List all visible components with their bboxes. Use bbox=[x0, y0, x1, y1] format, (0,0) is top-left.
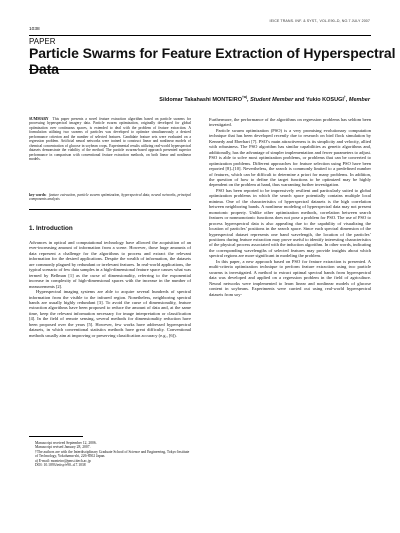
title-rule bbox=[29, 69, 371, 70]
keywords-text: feature extraction, particle swarm optimization, hyperspectral data, neural networks, principal components analysis bbox=[29, 193, 192, 202]
paper-label: PAPER bbox=[29, 35, 371, 46]
author-role-2: , Member bbox=[345, 96, 370, 103]
author-mark-1: †a) bbox=[242, 95, 248, 99]
footnote-affiliation: †The authors are with the Interdisciplinary Graduate School of Science and Engineering, Tokyo Institute of Technology, Yokohama-shi, 226-8502 Japan. bbox=[35, 449, 190, 459]
abstract-text: This paper presents a novel feature extraction algorithm based on particle swarms for processing hyperspectral imagery data. Particle swarm optimization, originally developed for global optimization over continuous spaces, is extended to deal with the problem of feature extraction. A formulation utilizing two swarms of particles was developed to optimize simultaneously a desired performance criterion and the number of selected features. Candidate feature sets were evaluated on a regression problem. Artificial neural networks were trained to construct linear and nonlinear models of chemical concentration of glucose in soybean crops. Experimental results utilizing real-world hyperspectral datasets demonstrate the viability of the method. The particle swarms-based approach presented superior performance in comparison with conventional feature extraction methods, on both linear and nonlinear models. bbox=[29, 117, 191, 162]
author-name-2: Yukio KOSUGI bbox=[305, 96, 344, 103]
paragraph: Particle swarm optimization (PSO) is a very promising evolutionary computation technique that has been developed recently due to research on bird flock simulation by Kennedy and Eberhart [7]. PSO’s main attractiveness is its simplicity and velocity, allied with robustness. The PSO algorithm has similar capabilities as genetic algorithms and, additionally, has the advantage of simpler implementation and fewer parameters to adjust. PSO is able to solve most optimization problems, or problems that can be converted to optimization problems. Different approaches for feature selection using PSO have been reported [8]–[10]. Nevertheless, the search is commonly limited to a predefined number of features, which can be difficult to determine a priori for many problems. In addition, the question of how to define the target functions to be optimized may be highly dependent on the problem at hand, thus warranting further investigation. bbox=[209, 127, 371, 188]
paragraph: Furthermore, the performance of the algorithms on regression problems has seldom been investigated. bbox=[209, 117, 371, 128]
footnote-email: a) E-mail: monteiro@pms.titech.ac.jp bbox=[35, 458, 91, 463]
footnote-revised: Manuscript revised January 28, 2007. bbox=[35, 445, 91, 450]
abstract-rule bbox=[29, 209, 191, 210]
section-heading-introduction: 1. Introduction bbox=[29, 225, 73, 232]
paragraph: In this paper, a new approach based on PSO for feature extraction is presented. A multi-criteria optimization technique to perform feature extraction using two particle swarms is investigated. A method to extract optimal spectral bands from hyperspectral data was developed and applied on a regression problem in the field of agriculture. Neural networks were implemented to learn linear and nonlinear models of glucose content in soybeans. Experiments were carried out using real-world hyperspectral datasets from soy- bbox=[209, 258, 371, 297]
abstract bbox=[29, 117, 191, 162]
abstract-label: SUMMARY bbox=[29, 117, 49, 121]
keywords-label: key words: bbox=[29, 193, 47, 197]
left-column-body bbox=[29, 240, 191, 338]
author-name-1: Sildomar Takahashi MONTEIRO bbox=[159, 96, 243, 103]
footnotes bbox=[29, 441, 191, 467]
paragraph: PSO has been reported to be impressively resilient and particularly suited to global optimization problems in which the search space potentially contains multiple local minima. One of the characteristics of hyperspectral datasets is the high correlation between neighboring bands. A nonlinear modeling of hyperspectral data may not present monotonic property. Unlike other optimization methods, correlation between search features or nonmonotonic functions does not pose a problem for PSO. The use of PSO to process hyperspectral data is also appealing due to the capability of visualizing the location of particles’ positions in the search space. Since each spectral dimension of the hyperspectral dataset represents one band wavelength, the location of the particles’ positions during feature extraction may prove useful to identify interesting characteristics of the physical process associated with the induction algorithm. In other words, indicating the corresponding wavelengths of selected features may provide insights about which spectral regions are more significant in modeling the problem. bbox=[209, 187, 371, 259]
author-mark-2: † bbox=[343, 95, 346, 99]
paragraph: Hyperspectral imaging systems are able to acquire several hundreds of spectral information from the visible to the infrared region. Nonetheless, neighboring spectral bands are usually highly redundant [3]. To avoid the curse of dimensionality, feature extraction algorithms have been proposed to reduce the amount of data and, at the same time, keep the relevant information necessary for image interpretation or classification [4]. In the field of remote sensing, several methods for dimensionality reduction have been proposed over the years [5]. However, few works have addressed hyperspectral datasets, in which conventional statistics methods have great difficulty. Conventional methods usually aim at improving or preserving classification accuracy (e.g., [6]). bbox=[29, 289, 191, 338]
footnote-doi: DOI: 10.1093/ietisy/e90–d.7.1038 bbox=[35, 463, 86, 468]
author-line bbox=[159, 95, 370, 103]
journal-header: IEICE TRANS. INF. & SYST., VOL.E90–D, NO.7 JULY 2007 bbox=[269, 19, 370, 23]
keywords bbox=[29, 193, 191, 202]
footnote-received: Manuscript received September 12, 2006. bbox=[35, 441, 97, 445]
page-number: 1038 bbox=[29, 27, 40, 32]
author-and: and bbox=[293, 96, 306, 103]
author-role-1: , Student Member bbox=[247, 96, 294, 103]
paragraph: Advances in optical and computational technology have allowed the acquisition of an ever-increasing amount of information from a scene. However, those huge amounts of data represent a challenge for the algorithms to process and extract the relevant information for the desired applications. Despite the wealth of information, the datasets are commonly plagued by redundant or irrelevant features. In real-world applications, the typical scenario of few data samples in a high-dimensional feature space causes what was termed by Bellman [1] as the curse of dimensionality, referring to the exponential increase in complexity of high-dimensional spaces with the increase in the number of measurements [2]. bbox=[29, 240, 191, 289]
paper-title: Particle Swarms for Feature Extraction of Hyperspectral Data bbox=[29, 45, 396, 77]
footnote-rule bbox=[29, 436, 83, 437]
right-column-body bbox=[209, 117, 371, 297]
